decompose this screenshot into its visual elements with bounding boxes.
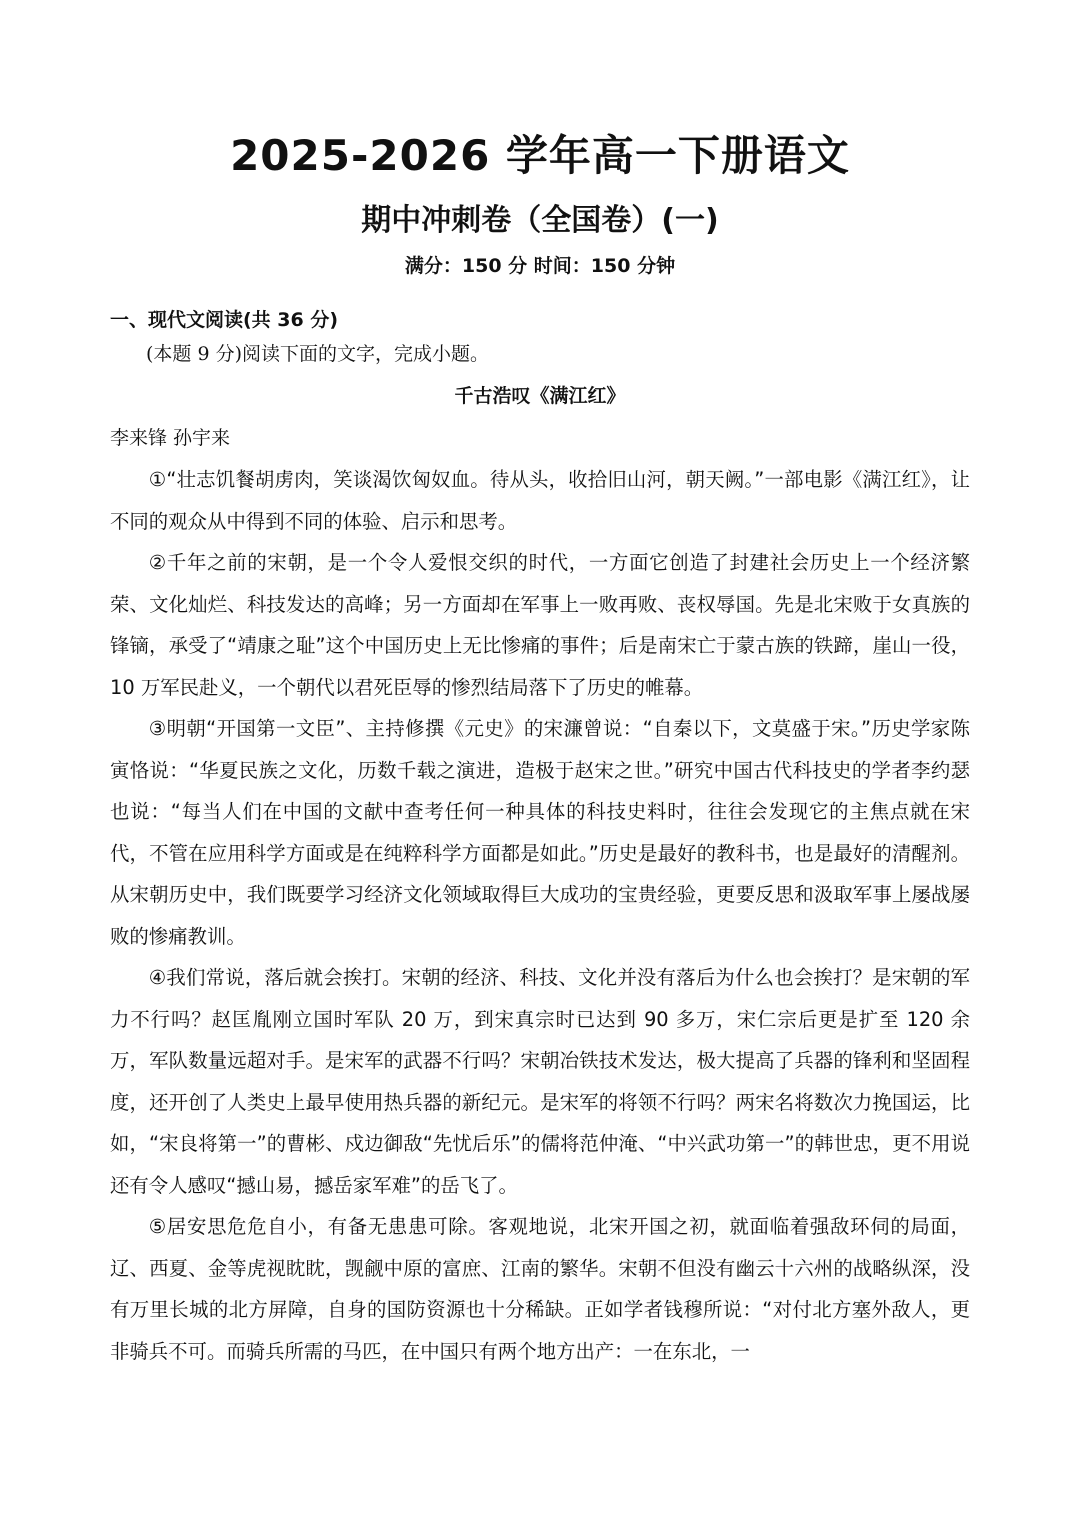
article-title: 千古浩叹《满江红》 — [454, 385, 626, 407]
score-time-info: 满分：150 分 时间：150 分钟 — [404, 255, 676, 277]
paragraph-5: ⑤居安思危危自小，有备无患患可除。客观地说，北宋开国之初，就面临着强敌环伺的局面，辽、西夏、金等虎视眈眈，觊觎中原的富庶、江南的繁华。宋朝不但没有幽云十六州的战略纵深，没有万里长城的北方屏障，自身的国防资源也十分稀缺。正如学者钱穆所说：“对付北方塞外敌人，更非骑兵不可。而骑兵所需的马匹，在中国只有两个地方出产：一在东北，一 — [110, 1215, 970, 1363]
question-instruction: (本题 9 分)阅读下面的文字，完成小题。 — [146, 343, 489, 365]
paragraph-3: ③明朝“开国第一文臣”、主持修撰《元史》的宋濂曾说：“自秦以下，文莫盛于宋。”历史学家陈寅恪说：“华夏民族之文化，历数千载之演进，造极于赵宋之世。”研究中国古代科技史的学者李约瑟也说：“每当人们在中国的文献中查考任何一种具体的科技史料时，往往会发现它的主焦点就在宋代，不管在应用科学方面或是在纯粹科学方面都是如此。”历史是最好的教科书，也是最好的清醒剂。从宋朝历史中，我们既要学习经济文化领域取得巨大成功的宝贵经验，更要反思和汲取军事上屡战屡败的惨痛教训。 — [110, 717, 970, 948]
article-body — [110, 459, 970, 1372]
page-title: 2025-2026 学年高一下册语文 — [230, 131, 850, 180]
paragraph-4: ④我们常说，落后就会挨打。宋朝的经济、科技、文化并没有落后为什么也会挨打？是宋朝的军力不行吗？赵匡胤刚立国时军队 20 万，到宋真宗时已达到 90 多万，宋仁宗后更是扩至 120 余万，军队数量远超对手。是宋军的武器不行吗？宋朝冶铁技术发达，极大提高了兵器的锋利和坚固程度，还开创了人类史上最早使用热兵器的新纪元。是宋军的将领不行吗？两宋名将数次力挽国运，比如，“宋良将第一”的曹彬、戍边御敌“先忧后乐”的儒将范仲淹、“中兴武功第一”的韩世忠，更不用说还有令人感叹“撼山易，撼岳家军难”的岳飞了。 — [110, 966, 970, 1197]
section-heading: 一、现代文阅读(共 36 分) — [110, 309, 339, 331]
paragraph-1: ①“壮志饥餐胡虏肉，笑谈渴饮匈奴血。待从头，收拾旧山河，朝天阙。”一部电影《满江红》，让不同的观众从中得到不同的体验、启示和思考。 — [110, 468, 970, 533]
paragraph-2: ②千年之前的宋朝，是一个令人爱恨交织的时代，一方面它创造了封建社会历史上一个经济繁荣、文化灿烂、科技发达的高峰；另一方面却在军事上一败再败、丧权辱国。先是北宋败于女真族的锋镝，承受了“靖康之耻”这个中国历史上无比惨痛的事件；后是南宋亡于蒙古族的铁蹄，崖山一役，10 万军民赴义，一个朝代以君死臣辱的惨烈结局落下了历史的帷幕。 — [110, 551, 970, 699]
exam-subtitle: 期中冲刺卷（全国卷）(一) — [361, 203, 719, 238]
article-authors: 李来锋 孙宇来 — [110, 427, 231, 449]
